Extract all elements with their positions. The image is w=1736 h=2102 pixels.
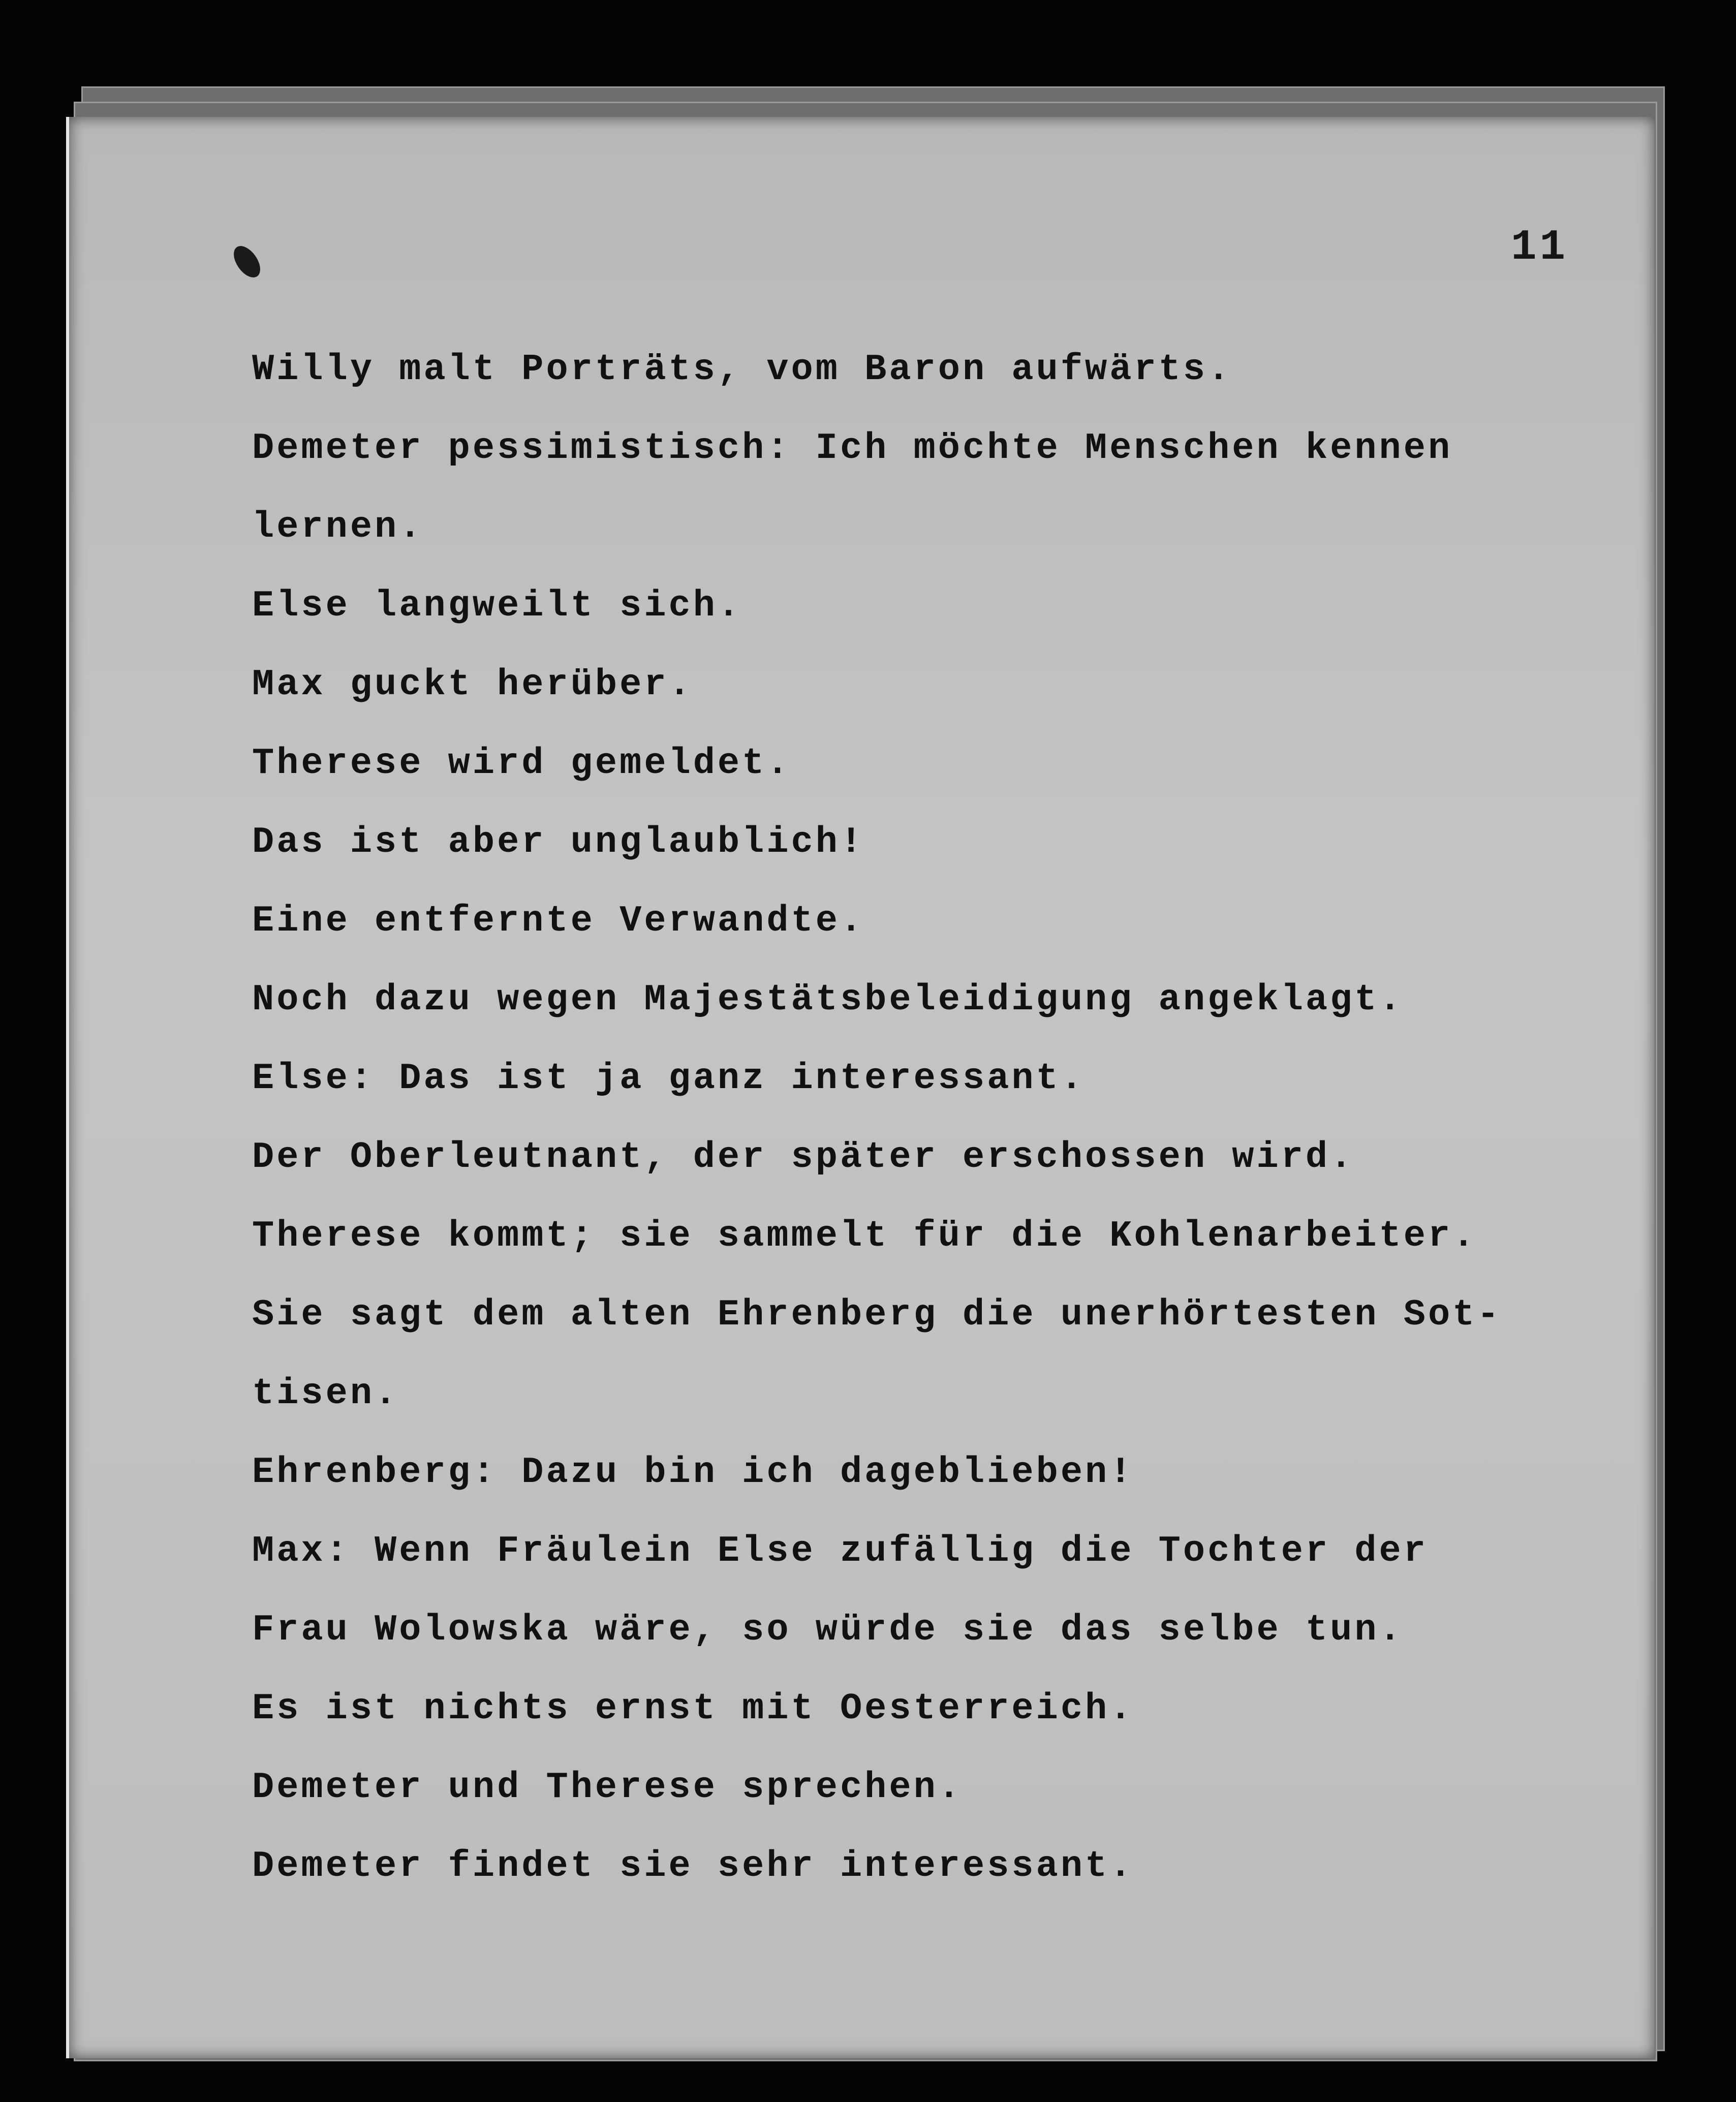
text-line: Demeter pessimistisch: Ich möchte Menschen kennen [252, 427, 1453, 469]
text-line: Demeter findet sie sehr interessant. [252, 1845, 1134, 1887]
text-line: Das ist aber unglaublich! [252, 821, 865, 863]
text-line: Therese wird gemeldet. [252, 743, 791, 784]
text-line: Max guckt herüber. [252, 664, 693, 705]
typewritten-text [252, 330, 1573, 1906]
text-line: Noch dazu wegen Majestätsbeleidigung angeklagt. [252, 979, 1404, 1021]
text-line: Frau Wolowska wäre, so würde sie das selbe tun. [252, 1609, 1404, 1651]
text-line: Willy malt Porträts, vom Baron aufwärts. [252, 349, 1232, 390]
page-number: 11 [1511, 224, 1568, 272]
text-line: Max: Wenn Fräulein Else zufällig die Tochter der [252, 1530, 1428, 1572]
text-line: Else langweilt sich. [252, 585, 742, 627]
text-line: Es ist nichts ernst mit Oesterreich. [252, 1688, 1134, 1729]
text-line: Der Oberleutnant, der später erschossen wird. [252, 1136, 1355, 1178]
text-line: Demeter und Therese sprechen. [252, 1767, 963, 1808]
text-line: Sie sagt dem alten Ehrenberg die unerhörtesten Sot- [252, 1294, 1502, 1336]
text-line: Therese kommt; sie sammelt für die Kohlenarbeiter. [252, 1215, 1477, 1257]
text-line: Ehrenberg: Dazu bin ich dageblieben! [252, 1451, 1134, 1493]
text-line: lernen. [252, 506, 424, 548]
text-line: tisen. [252, 1373, 399, 1414]
typewritten-page [66, 117, 1655, 2058]
punch-hole-mark [229, 241, 266, 282]
text-line: Else: Das ist ja ganz interessant. [252, 1058, 1086, 1099]
text-line: Eine entfernte Verwandte. [252, 900, 865, 942]
